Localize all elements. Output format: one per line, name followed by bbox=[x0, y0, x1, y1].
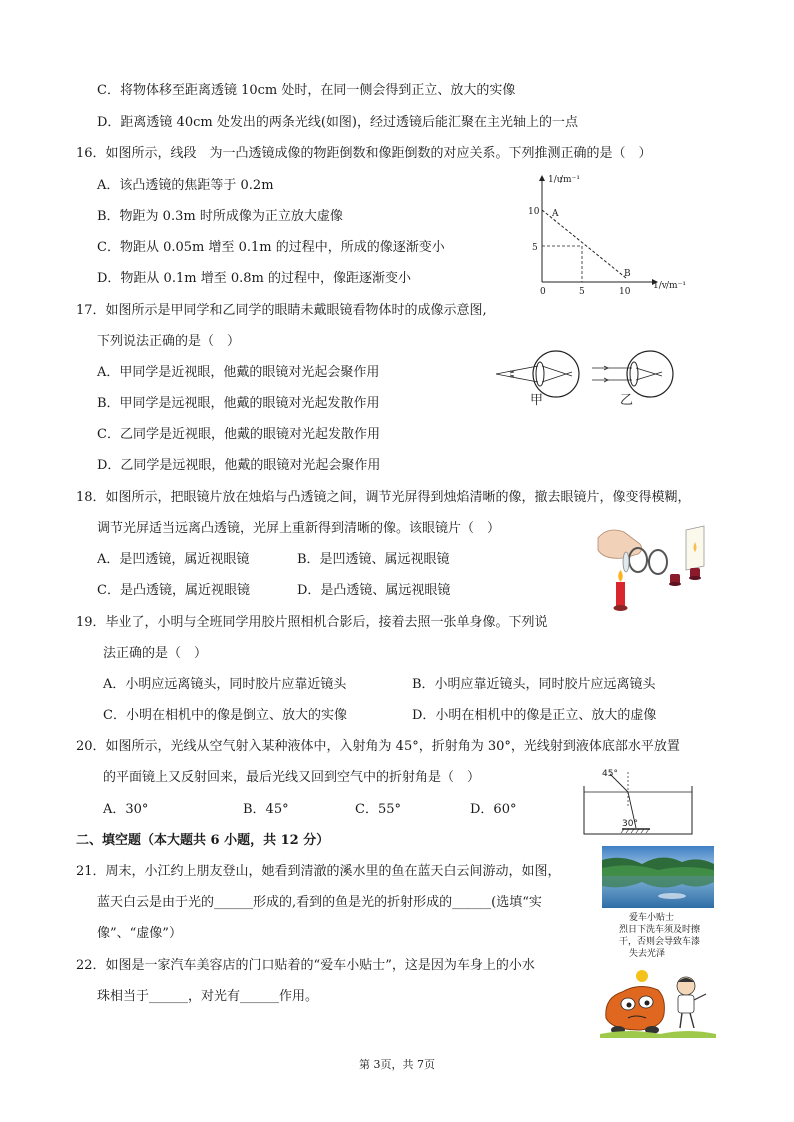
q19-option-a: A．小明应远离镜头，同时胶片应靠近镜头 bbox=[103, 677, 347, 692]
q17-eye-diagram bbox=[492, 344, 692, 406]
q17-label-jia: 甲 bbox=[530, 393, 544, 406]
q22-car-cartoon bbox=[600, 968, 716, 1038]
section-2-title: 二、填空题（本大题共 6 小题，共 12 分） bbox=[76, 833, 330, 848]
q20-stem-1: 20．如图所示，光线从空气射入某种液体中，入射角为 45°，折射角为 30°，光线射到液体底部水平放置 bbox=[76, 739, 680, 754]
q17-stem-1: 17．如图所示是甲同学和乙同学的眼睛未戴眼镜看物体时的成像示意图, bbox=[76, 303, 487, 318]
q17-option-d: D．乙同学是远视眼，他戴的眼镜对光起会聚作用 bbox=[97, 458, 381, 473]
q22-sign-line-1: 烈日下洗车须及时擦 bbox=[619, 925, 701, 935]
q16-x-label: 1/v bbox=[653, 281, 667, 291]
q20-option-b: B．45° bbox=[243, 802, 289, 817]
q16-y-label: 1/u bbox=[548, 175, 563, 185]
q18-candle-lens-figure bbox=[594, 518, 718, 616]
q16-y-tick-10: 10 bbox=[528, 207, 540, 217]
q17-option-a: A．甲同学是近视眼，他戴的眼镜对光起会聚作用 bbox=[97, 365, 380, 380]
q16-option-a: A．该凸透镜的焦距等于 0.2m bbox=[97, 178, 274, 193]
q22-line-2: 珠相当于______，对光有______作用。 bbox=[97, 989, 319, 1004]
q17-option-b: B．甲同学是远视眼，他戴的眼镜对光起发散作用 bbox=[97, 396, 380, 411]
q17-label-yi: 乙 bbox=[620, 393, 634, 406]
q16-x-unit: /m⁻¹ bbox=[666, 281, 686, 291]
q18-option-c: C．是凸透镜，属近视眼镜 bbox=[97, 583, 250, 598]
q18-option-a: A．是凹透镜，属近视眼镜 bbox=[97, 552, 250, 567]
q16-y-unit: /m⁻¹ bbox=[560, 175, 580, 185]
q17-stem-2: 下列说法正确的是（ ） bbox=[97, 334, 241, 349]
q21-lake-photo bbox=[602, 846, 714, 908]
q18-stem-2: 调节光屏适当远离凸透镜，光屏上重新得到清晰的像。该眼镜片（ ） bbox=[97, 521, 501, 536]
page-footer: 第 3页，共 7页 bbox=[359, 1058, 435, 1071]
q21-line-1: 21．周末，小江约上朋友登山，她看到清澈的溪水里的鱼在蓝天白云间游动，如图， bbox=[76, 864, 561, 879]
q22-sign-line-3: 失去光泽 bbox=[629, 949, 666, 959]
q16-option-b: B．物距为 0.3m 时所成像为正立放大虚像 bbox=[97, 209, 343, 224]
q16-point-b: B bbox=[624, 269, 631, 279]
q22-line-1: 22．如图是一家汽车美容店的门口贴着的“爱车小贴士”，这是因为车身上的小水 bbox=[76, 958, 535, 973]
q20-option-d: D．60° bbox=[470, 802, 517, 817]
q20-option-a: A．30° bbox=[103, 802, 149, 817]
q18-stem-1: 18．如图所示，把眼镜片放在烛焰与凸透镜之间，调节光屏得到烛焰清晰的像，撤去眼镜片，像变得模糊， bbox=[76, 490, 691, 505]
q20-liquid-mirror-diagram bbox=[582, 766, 698, 838]
q20-angle-bottom: 30° bbox=[622, 819, 638, 829]
q15-option-c: C．将物体移至距离透镜 10cm 处时，在同一侧会得到正立、放大的实像 bbox=[97, 83, 516, 98]
q16-stem: 16．如图所示，线段 为一凸透镜成像的物距倒数和像距倒数的对应关系。下列推测正确的是（ ） bbox=[76, 146, 652, 161]
q16-x-tick-10: 10 bbox=[619, 287, 631, 297]
q20-stem-2: 的平面镜上又反射回来，最后光线又回到空气中的折射角是（ ） bbox=[103, 770, 481, 785]
q19-stem-2: 法正确的是（ ） bbox=[103, 646, 208, 661]
q17-option-c: C．乙同学是近视眼，他戴的眼镜对光起发散作用 bbox=[97, 427, 380, 442]
q16-point-a: A bbox=[552, 209, 559, 219]
q19-stem-1: 19．毕业了，小明与全班同学用胶片照相机合影后，接着去照一张单身像。下列说 bbox=[76, 615, 548, 630]
q18-option-b: B．是凹透镜、属远视眼镜 bbox=[297, 552, 450, 567]
q16-option-c: C．物距从 0.05m 增至 0.1m 的过程中，所成的像逐渐变小 bbox=[97, 240, 445, 255]
q16-y-tick-5: 5 bbox=[532, 243, 538, 253]
q21-line-3: 像”、“虚像”） bbox=[97, 926, 182, 941]
q22-sign-title: 爱车小贴士 bbox=[629, 913, 675, 923]
q19-option-d: D．小明在相机中的像是正立、放大的虚像 bbox=[412, 708, 657, 723]
q20-angle-top: 45° bbox=[602, 769, 618, 779]
q19-option-b: B．小明应靠近镜头，同时胶片应远离镜头 bbox=[412, 677, 656, 692]
q22-sign-line-2: 干，否则会导致车漆 bbox=[619, 937, 701, 947]
q16-x-tick-0: 0 bbox=[540, 287, 546, 297]
q16-option-d: D．物距从 0.1m 增至 0.8m 的过程中，像距逐渐变小 bbox=[97, 271, 411, 286]
q21-line-2: 蓝天白云是由于光的______形成的,看到的鱼是光的折射形成的______(选填“实 bbox=[97, 895, 542, 910]
q15-option-d: D．距离透镜 40cm 处发出的两条光线(如图)，经过透镜后能汇聚在主光轴上的一点 bbox=[97, 115, 578, 130]
q20-option-c: C．55° bbox=[355, 802, 401, 817]
q19-option-c: C．小明在相机中的像是倒立、放大的实像 bbox=[103, 708, 347, 723]
q16-x-tick-5: 5 bbox=[579, 287, 585, 297]
q16-graph bbox=[520, 170, 690, 300]
q22-car-tips-sign bbox=[603, 912, 715, 972]
q18-option-d: D．是凸透镜、属远视眼镜 bbox=[297, 583, 451, 598]
